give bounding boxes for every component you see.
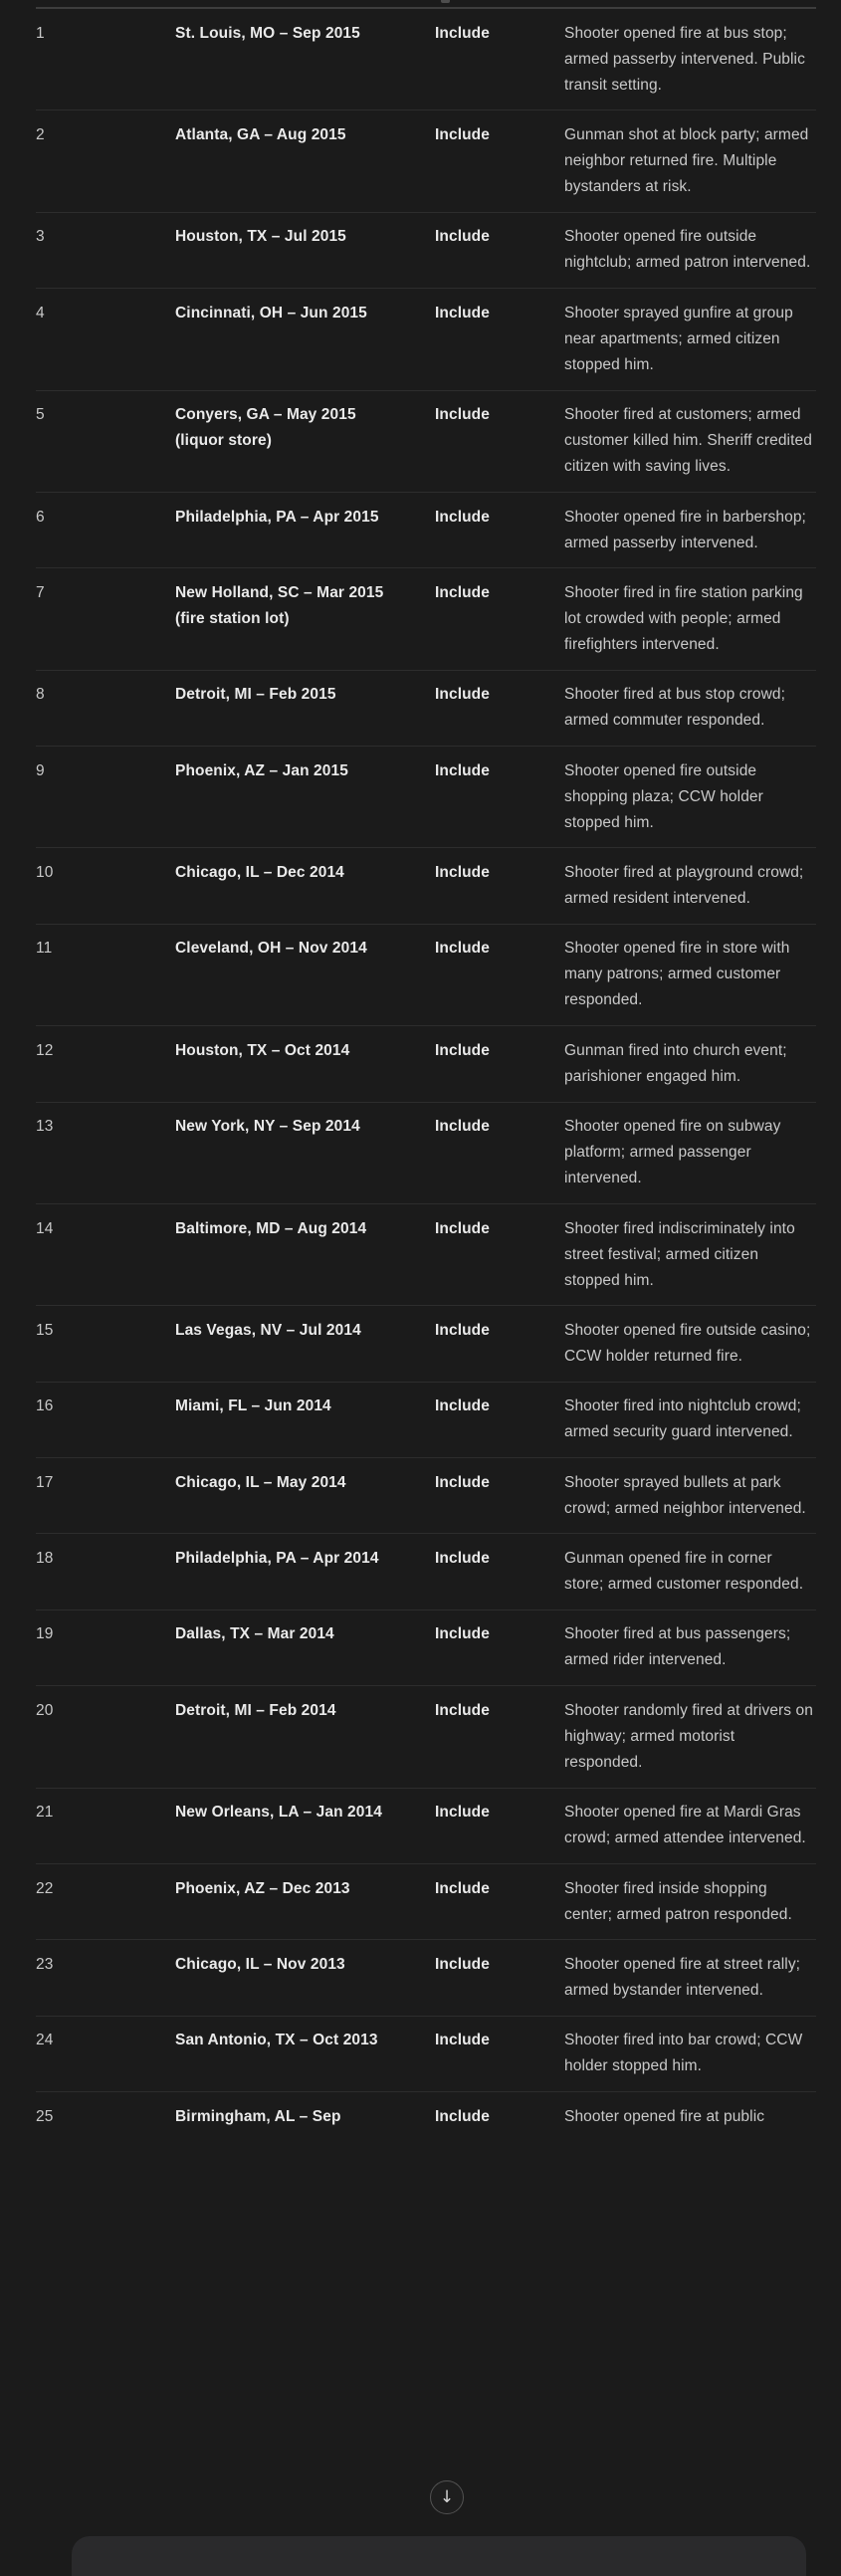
- table-row: [36, 2016, 816, 2091]
- row-number: 10: [36, 864, 54, 882]
- cases-table: [36, 0, 816, 2141]
- case-location-date: Dallas, TX – Mar 2014: [175, 1625, 334, 1643]
- decision-label: Include: [435, 1118, 490, 1136]
- row-number: 15: [36, 1321, 54, 1339]
- row-number: 19: [36, 1625, 54, 1643]
- row-number: 4: [36, 304, 45, 322]
- table-row: [36, 1305, 816, 1381]
- table-row: [36, 1788, 816, 1863]
- table-row: [36, 924, 816, 1025]
- table-row: [36, 847, 816, 923]
- table-row: [36, 1457, 816, 1533]
- case-description: Shooter fired into bar crowd; CCW holder stopped him.: [564, 2032, 803, 2075]
- case-location-date: Detroit, MI – Feb 2015: [175, 686, 336, 704]
- case-location-date: Baltimore, MD – Aug 2014: [175, 1219, 367, 1237]
- case-location-date: Miami, FL – Jun 2014: [175, 1397, 331, 1415]
- case-description: Shooter fired into nightclub crowd; armed security guard intervened.: [564, 1397, 801, 1441]
- row-number: 7: [36, 583, 45, 601]
- table-row: [36, 1102, 816, 1203]
- row-number: 9: [36, 761, 45, 779]
- case-description: Shooter opened fire outside shopping plaza; CCW holder stopped him.: [564, 761, 763, 831]
- decision-label: Include: [435, 126, 490, 144]
- decision-label: Include: [435, 761, 490, 779]
- arrow-down-icon: ↓: [439, 2486, 455, 2507]
- case-description: Shooter opened fire at bus stop; armed passerby intervened. Public transit setting.: [564, 24, 805, 94]
- table-row: [36, 288, 816, 389]
- case-location-date: Birmingham, AL – Sep: [175, 2107, 341, 2125]
- table-body: [36, 9, 816, 2141]
- case-description: Shooter randomly fired at drivers on highway; armed motorist responded.: [564, 1701, 813, 1771]
- decision-label: Include: [435, 1955, 490, 1973]
- case-description: Shooter fired at customers; armed customer killed him. Sheriff credited citizen with saving lives.: [564, 406, 812, 476]
- case-description: Shooter opened fire on subway platform; armed passenger intervened.: [564, 1118, 781, 1187]
- row-number: 11: [36, 940, 53, 958]
- decision-label: Include: [435, 1804, 490, 1822]
- case-description: Gunman opened fire in corner store; armed customer responded.: [564, 1550, 804, 1594]
- case-description: Shooter opened fire in barbershop; armed passerby intervened.: [564, 508, 806, 551]
- case-description: Shooter fired inside shopping center; armed patron responded.: [564, 1879, 792, 1923]
- case-description: Gunman shot at block party; armed neighbor returned fire. Multiple bystanders at risk.: [564, 126, 809, 196]
- case-location-date: Cincinnati, OH – Jun 2015: [175, 304, 367, 322]
- case-description: Shooter opened fire at street rally; armed bystander intervened.: [564, 1955, 801, 1999]
- row-number: 16: [36, 1397, 54, 1415]
- case-description: Shooter fired at playground crowd; armed resident intervened.: [564, 864, 804, 908]
- table-row: [36, 1863, 816, 1939]
- case-description: Shooter fired at bus stop crowd; armed commuter responded.: [564, 686, 786, 730]
- case-location-date: Atlanta, GA – Aug 2015: [175, 126, 346, 144]
- decision-label: Include: [435, 1041, 490, 1059]
- case-description: Shooter opened fire outside casino; CCW holder returned fire.: [564, 1321, 811, 1365]
- case-description: Gunman fired into church event; parishioner engaged him.: [564, 1041, 787, 1085]
- decision-label: Include: [435, 2107, 490, 2125]
- table-row: [36, 670, 816, 746]
- decision-label: Include: [435, 686, 490, 704]
- table-row: [36, 1025, 816, 1101]
- case-location-date: Las Vegas, NV – Jul 2014: [175, 1321, 361, 1339]
- row-number: 1: [36, 24, 45, 42]
- case-location-date: Chicago, IL – May 2014: [175, 1473, 346, 1491]
- case-description: Shooter opened fire in store with many patrons; armed customer responded.: [564, 940, 790, 1009]
- decision-label: Include: [435, 304, 490, 322]
- case-location-date: Philadelphia, PA – Apr 2015: [175, 508, 379, 526]
- decision-label: Include: [435, 1219, 490, 1237]
- decision-label: Include: [435, 228, 490, 246]
- table-row: [36, 492, 816, 567]
- decision-label: Include: [435, 1625, 490, 1643]
- row-number: 8: [36, 686, 45, 704]
- decision-label: Include: [435, 24, 490, 42]
- decision-label: Include: [435, 583, 490, 601]
- case-location-date: Phoenix, AZ – Dec 2013: [175, 1879, 350, 1897]
- scroll-to-bottom-button[interactable]: [430, 2480, 464, 2514]
- row-number: 6: [36, 508, 45, 526]
- case-description: Shooter fired indiscriminately into street festival; armed citizen stopped him.: [564, 1219, 795, 1289]
- case-location-date: San Antonio, TX – Oct 2013: [175, 2032, 378, 2049]
- case-location-date: St. Louis, MO – Sep 2015: [175, 24, 360, 42]
- row-number: 3: [36, 228, 45, 246]
- case-location-date: Houston, TX – Jul 2015: [175, 228, 346, 246]
- case-location-date: New Holland, SC – Mar 2015 (fire station lot): [175, 583, 384, 627]
- case-location-date: Philadelphia, PA – Apr 2014: [175, 1550, 379, 1568]
- row-number: 25: [36, 2107, 54, 2125]
- case-description: Shooter opened fire at public: [564, 2107, 765, 2125]
- case-description: Shooter fired in fire station parking lot crowded with people; armed firefighters intervened.: [564, 583, 803, 653]
- row-number: 14: [36, 1219, 54, 1237]
- case-location-date: Chicago, IL – Nov 2013: [175, 1955, 345, 1973]
- decision-label: Include: [435, 1321, 490, 1339]
- table-row: [36, 1533, 816, 1609]
- row-number: 5: [36, 406, 45, 424]
- row-number: 24: [36, 2032, 54, 2049]
- row-number: 17: [36, 1473, 54, 1491]
- table-row: [36, 2091, 816, 2141]
- case-description: Shooter opened fire outside nightclub; armed patron intervened.: [564, 228, 811, 272]
- table-row: [36, 1685, 816, 1787]
- decision-label: Include: [435, 864, 490, 882]
- case-location-date: Chicago, IL – Dec 2014: [175, 864, 344, 882]
- decision-label: Include: [435, 940, 490, 958]
- row-number: 13: [36, 1118, 54, 1136]
- case-location-date: New York, NY – Sep 2014: [175, 1118, 360, 1136]
- table-row: [36, 1939, 816, 2015]
- case-location-date: Detroit, MI – Feb 2014: [175, 1701, 336, 1719]
- decision-label: Include: [435, 1473, 490, 1491]
- decision-label: Include: [435, 1550, 490, 1568]
- decision-label: Include: [435, 1397, 490, 1415]
- row-number: 23: [36, 1955, 54, 1973]
- table-row: [36, 746, 816, 847]
- row-number: 22: [36, 1879, 54, 1897]
- case-description: Shooter opened fire at Mardi Gras crowd; armed attendee intervened.: [564, 1804, 806, 1847]
- table-row: [36, 9, 816, 109]
- decision-label: Include: [435, 508, 490, 526]
- table-row: [36, 567, 816, 669]
- case-description: Shooter sprayed bullets at park crowd; armed neighbor intervened.: [564, 1473, 806, 1517]
- decision-label: Include: [435, 2032, 490, 2049]
- row-number: 20: [36, 1701, 54, 1719]
- case-description: Shooter sprayed gunfire at group near apartments; armed citizen stopped him.: [564, 304, 793, 373]
- row-number: 18: [36, 1550, 54, 1568]
- table-row: [36, 1610, 816, 1685]
- case-description: Shooter fired at bus passengers; armed rider intervened.: [564, 1625, 791, 1669]
- case-location-date: Houston, TX – Oct 2014: [175, 1041, 350, 1059]
- row-number: 21: [36, 1804, 54, 1822]
- row-number: 12: [36, 1041, 54, 1059]
- table-row: [36, 390, 816, 492]
- message-composer[interactable]: [72, 2536, 806, 2576]
- case-location-date: Cleveland, OH – Nov 2014: [175, 940, 367, 958]
- decision-label: Include: [435, 1879, 490, 1897]
- case-location-date: Phoenix, AZ – Jan 2015: [175, 761, 348, 779]
- case-location-date: Conyers, GA – May 2015 (liquor store): [175, 406, 356, 450]
- decision-label: Include: [435, 406, 490, 424]
- table-row: [36, 212, 816, 288]
- row-number: 2: [36, 126, 45, 144]
- table-row: [36, 109, 816, 211]
- decision-label: Include: [435, 1701, 490, 1719]
- table-row: [36, 1382, 816, 1457]
- table-row: [36, 1203, 816, 1305]
- case-location-date: New Orleans, LA – Jan 2014: [175, 1804, 382, 1822]
